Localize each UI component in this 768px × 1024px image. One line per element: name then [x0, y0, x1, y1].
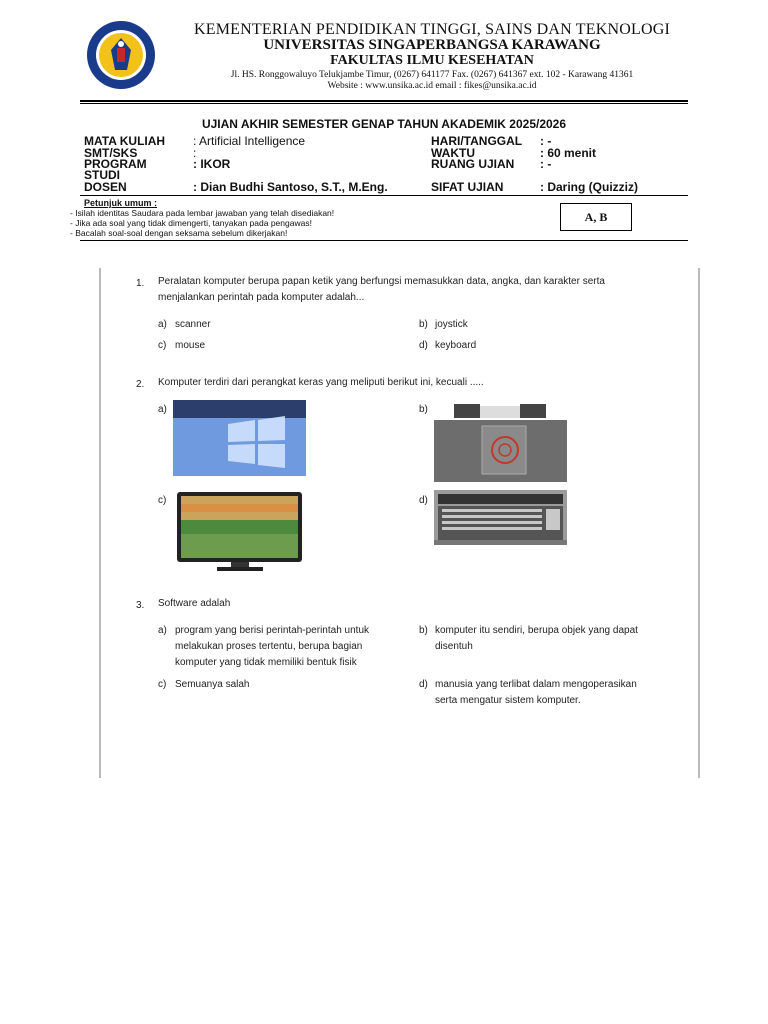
university-name: UNIVERSITAS SINGAPERBANGSA KARAWANG [263, 37, 601, 53]
option-text: manusia yang terlibat dalam mengoperasikan [435, 679, 637, 690]
option-label: a) [158, 319, 167, 330]
option-label: c) [158, 340, 167, 351]
option-label: b) [419, 625, 428, 636]
field-label: RUANG UJIAN [431, 157, 515, 171]
divider [80, 100, 688, 102]
field-value: : [193, 146, 197, 160]
option-label: d) [419, 340, 428, 351]
field-label: SIFAT UJIAN [431, 180, 504, 194]
option-text: disentuh [435, 641, 473, 652]
exam-version-box: A, B [560, 203, 632, 231]
field-label: HARI/TANGGAL [431, 134, 523, 148]
instruction-item: - Isilah identitas Saudara pada lembar jawaban yang telah disediakan! [70, 208, 335, 218]
divider [80, 103, 688, 104]
option-label: b) [419, 319, 428, 330]
field-value: : Artificial Intelligence [193, 134, 306, 148]
field-label: MATA KULIAH [84, 134, 166, 148]
option-text: program yang berisi perintah-perintah untuk [175, 625, 369, 636]
question-number: 3. [136, 600, 145, 611]
website: Website : www.unsika.ac.id email : fikes@unsika.ac.id [327, 81, 537, 91]
question-text: Komputer terdiri dari perangkat keras yang meliputi berikut ini, kecuali ..... [158, 377, 484, 388]
instruction-item: - Bacalah soal-soal dengan seksama sebelum dikerjakan! [70, 228, 288, 238]
university-logo [86, 20, 156, 90]
question-text: Peralatan komputer berupa papan ketik yang berfungsi memasukkan data, angka, dan karakter serta [158, 276, 605, 287]
option-text: Semuanya salah [175, 679, 250, 690]
field-label: DOSEN [84, 180, 127, 194]
instructions-title: Petunjuk umum : [84, 198, 158, 208]
field-label: SMT/SKS [84, 146, 138, 160]
field-value: : - [540, 134, 552, 148]
field-value: : Dian Budhi Santoso, S.T., M.Eng. [193, 180, 388, 194]
faculty-name: FAKULTAS ILMU KESEHATAN [330, 53, 534, 68]
field-label: PROGRAM [84, 157, 147, 171]
field-label: STUDI [84, 168, 120, 182]
option-text: serta mengatur sistem komputer. [435, 695, 581, 706]
option-text: komputer itu sendiri, berupa objek yang dapat [435, 625, 638, 636]
pane-border [99, 268, 101, 778]
option-label: c) [158, 495, 167, 506]
option-label: a) [158, 625, 167, 636]
option-label: b) [419, 404, 428, 415]
cpu-case-image [434, 400, 567, 482]
exam-title: UJIAN AKHIR SEMESTER GENAP TAHUN AKADEMIK 2025/2026 [201, 117, 567, 131]
divider [80, 240, 688, 241]
question-text: Software adalah [158, 598, 231, 609]
option-text: scanner [175, 319, 211, 330]
question-text: menjalankan perintah pada komputer adalah... [158, 292, 365, 303]
field-value: : IKOR [193, 157, 231, 171]
field-value: : Daring (Quizziz) [540, 180, 638, 194]
instruction-item: - Jika ada soal yang tidak dimengerti, tanyakan pada pengawas! [70, 218, 312, 228]
windows-logo-image [173, 400, 306, 476]
option-text: melakukan proses tertentu, berupa bagian [175, 641, 363, 652]
address: Jl. HS. Ronggowaluyo Telukjambe Timur, (0267) 641177 Fax. (0267) 641367 ext. 102 - Karawang 41361 [230, 70, 634, 80]
question-number: 2. [136, 379, 145, 390]
option-text: keyboard [435, 340, 477, 351]
divider [80, 195, 688, 196]
option-label: d) [419, 495, 428, 506]
ministry-name: KEMENTERIAN PENDIDIKAN TINGGI, SAINS DAN TEKNOLOGI [193, 21, 671, 38]
option-text: joystick [435, 319, 468, 330]
option-text: mouse [175, 340, 206, 351]
field-label: WAKTU [431, 146, 475, 160]
pane-border [698, 268, 700, 778]
monitor-image [173, 490, 306, 572]
option-label: d) [419, 679, 428, 690]
keyboard-image [434, 490, 567, 545]
option-label: a) [158, 404, 167, 415]
field-value: : 60 menit [540, 146, 597, 160]
question-number: 1. [136, 278, 145, 289]
option-label: c) [158, 679, 167, 690]
field-value: : - [540, 157, 552, 171]
option-text: komputer yang tidak memiliki bentuk fisik [175, 657, 357, 668]
